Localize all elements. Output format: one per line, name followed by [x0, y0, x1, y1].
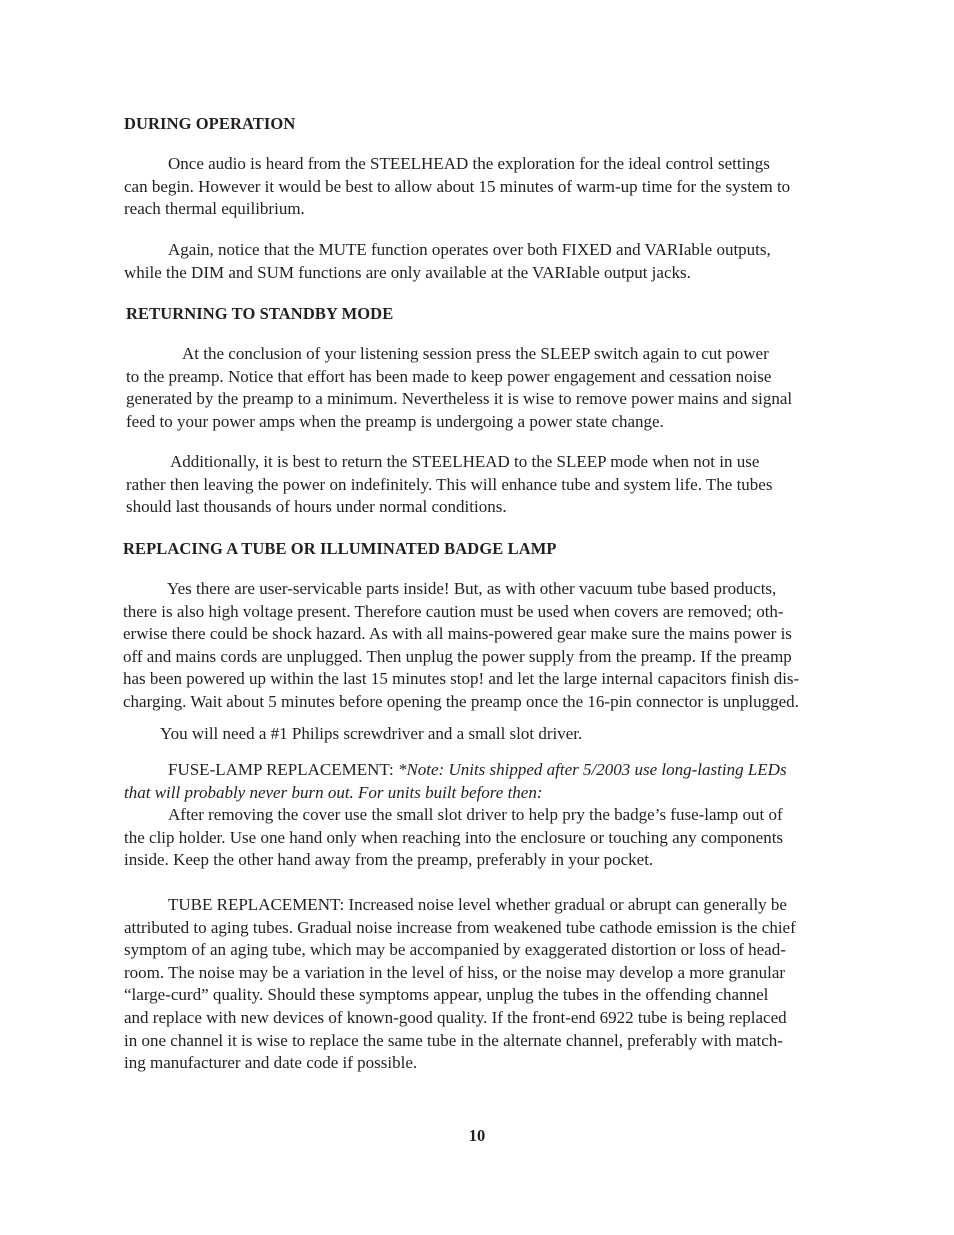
text-line: there is also high voltage present. Therefore caution must be used when covers are removed; oth-: [123, 601, 784, 621]
text-line: generated by the preamp to a minimum. Nevertheless it is wise to remove power mains and signal: [126, 389, 793, 409]
paragraph-replacing-tube-1: [123, 578, 799, 714]
paragraph-tube-replacement: [124, 894, 796, 1075]
text-line: has been powered up within the last 15 minutes stop! and let the large internal capacitors finish dis-: [123, 669, 800, 689]
text-line: attributed to aging tubes. Gradual noise increase from weakened tube cathode emission is the chief: [124, 917, 796, 937]
page-number: 10: [468, 1126, 486, 1145]
paragraph-during-operation-2: [124, 239, 771, 284]
text-line: and replace with new devices of known-good quality. If the front-end 6922 tube is being replaced: [124, 1007, 787, 1027]
paragraph-during-operation-1: [124, 153, 790, 221]
text-line: “large-curd” quality. Should these symptoms appear, unplug the tubes in the offending channel: [124, 985, 769, 1005]
heading-replacing-tube: REPLACING A TUBE OR ILLUMINATED BADGE LAMP: [123, 539, 557, 558]
text-line: inside. Keep the other hand away from the preamp, preferably in your pocket.: [124, 850, 654, 870]
text-line: off and mains cords are unplugged. Then unplug the power supply from the preamp. If the preamp: [123, 646, 792, 666]
fuse-lamp-note: *Note: Units shipped after 5/2003 use long-lasting LEDs: [397, 760, 787, 779]
text-line: Again, notice that the MUTE function operates over both FIXED and VARIable outputs,: [168, 240, 771, 259]
text-line: the clip holder. Use one hand only when reaching into the enclosure or touching any components: [124, 827, 784, 847]
text-line: to the preamp. Notice that effort has been made to keep power engagement and cessation noise: [126, 366, 772, 386]
fuse-lamp-note: that will probably never burn out. For units built before then:: [124, 782, 543, 802]
text-line: reach thermal equilibrium.: [124, 199, 305, 219]
text-line: should last thousands of hours under normal conditions.: [126, 497, 507, 517]
text-line: in one channel it is wise to replace the same tube in the alternate channel, preferably with match-: [124, 1030, 783, 1050]
paragraph-fuse-lamp: [124, 759, 787, 872]
text-line: Once audio is heard from the STEELHEAD the exploration for the ideal control settings: [168, 154, 770, 173]
heading-during-operation: DURING OPERATION: [124, 114, 296, 133]
text-line: At the conclusion of your listening session press the SLEEP switch again to cut power: [182, 344, 769, 363]
text-line: TUBE REPLACEMENT: Increased noise level whether gradual or abrupt can generally be: [168, 895, 787, 914]
paragraph-standby-1: [126, 343, 792, 433]
text-line: After removing the cover use the small slot driver to help pry the badge’s fuse-lamp out of: [168, 805, 783, 825]
text-line: You will need a #1 Philips screwdriver and a small slot driver.: [160, 724, 583, 743]
text-line: can begin. However it would be best to allow about 15 minutes of warm-up time for the system to: [124, 176, 791, 196]
heading-returning-to-standby: RETURNING TO STANDBY MODE: [126, 304, 394, 323]
fuse-lamp-label: FUSE-LAMP REPLACEMENT:: [168, 760, 398, 779]
text-line: Yes there are user-servicable parts inside! But, as with other vacuum tube based products,: [167, 579, 777, 598]
text-line: while the DIM and SUM functions are only available at the VARIable output jacks.: [124, 262, 691, 282]
text-line: rather then leaving the power on indefinitely. This will enhance tube and system life. The tubes: [126, 474, 773, 494]
paragraph-tools-needed: [160, 723, 582, 746]
text-line: room. The noise may be a variation in the level of hiss, or the noise may develop a more granular: [124, 962, 786, 982]
text-line: erwise there could be shock hazard. As with all mains-powered gear make sure the mains power is: [123, 624, 792, 644]
text-line: [124, 759, 787, 782]
text-line: ing manufacturer and date code if possible.: [124, 1053, 418, 1073]
paragraph-standby-2: [126, 451, 772, 519]
text-line: charging. Wait about 5 minutes before opening the preamp once the 16-pin connector is unplugged.: [123, 691, 799, 711]
text-line: Additionally, it is best to return the STEELHEAD to the SLEEP mode when not in use: [170, 452, 760, 471]
text-line: symptom of an aging tube, which may be accompanied by exaggerated distortion or loss of head-: [124, 940, 786, 960]
text-line: feed to your power amps when the preamp is undergoing a power state change.: [126, 411, 664, 431]
